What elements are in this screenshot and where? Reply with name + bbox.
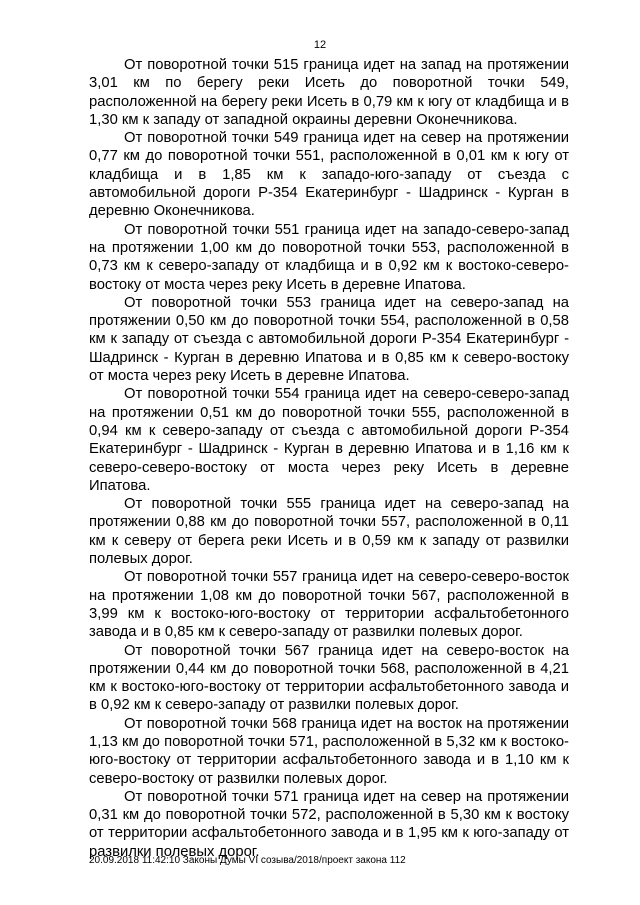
page-number: 12 (313, 39, 327, 51)
paragraph: От поворотной точки 571 граница идет на север на протяжении 0,31 км до поворотной точки 572, расположенной в 5,30 км к востоку от территории асфальтобетонного завода и в 1,95 км к юго-западу от развилки полевых дорог. (89, 788, 569, 860)
paragraph: От поворотной точки 568 граница идет на восток на протяжении 1,13 км до поворотной точки 571, расположенной в 5,32 км к востоко-юго-востоку от территории асфальтобетонного завода и в 1,10 км к северо-востоку от развилки полевых дорог. (89, 715, 569, 787)
paragraph: От поворотной точки 557 граница идет на северо-северо-восток на протяжении 1,08 км до поворотной точки 567, расположенной в 3,99 км к востоко-юго-востоку от территории асфальтобетонного завода и в 0,85 км к северо-западу от развилки полевых дорог. (89, 569, 569, 641)
paragraph: От поворотной точки 551 граница идет на западо-северо-запад на протяжении 1,00 км до поворотной точки 553, расположенной в 0,73 км к северо-западу от кладбища и в 0,92 км к востоко-северо-востоку от моста через реку Исеть в деревне Ипатова. (89, 221, 569, 293)
paragraph: От поворотной точки 549 граница идет на север на протяжении 0,77 км до поворотной точки 551, расположенной в 0,01 км к югу от кладбища и в 1,85 км к западо-юго-западу от съезда с автомобильной дороги Р-354 Екатеринбург - Шадринск - Курган в деревню Оконечникова. (89, 130, 569, 220)
page-footer: 20.09.2018 11:42:10 Законы Думы VI созыва/2018/проект закона 112 (89, 855, 406, 866)
paragraph: От поворотной точки 554 граница идет на северо-северо-запад на протяжении 0,51 км до поворотной точки 555, расположенной в 0,94 км к северо-западу от съезда с автомобильной дороги Р-354 Екатеринбург - Шадринск - Курган в деревню Ипатова и в 1,16 км к северо-северо-востоку от моста через реку Исеть в деревне Ипатова. (89, 386, 569, 494)
paragraph: От поворотной точки 515 граница идет на запад на протяжении 3,01 км по берегу реки Исеть до поворотной точки 549, расположенной на берегу реки Исеть в 0,79 км к югу от кладбища и в 1,30 км к западу от западной окраины деревни Оконечникова. (89, 57, 569, 128)
paragraph: От поворотной точки 555 граница идет на северо-запад на протяжении 0,88 км до поворотной точки 557, расположенной в 0,11 км к северу от берега реки Исеть и в 0,59 км к западу от развилки полевых дорог. (89, 496, 569, 568)
paragraph: От поворотной точки 553 граница идет на северо-запад на протяжении 0,50 км до поворотной точки 554, расположенной в 0,58 км к западу от съезда с автомобильной дороги Р-354 Екатеринбург - Шадринск - Курган в деревню Ипатова и в 0,85 км к северо-востоку от моста через реку Исеть в деревне Ипатова. (89, 294, 569, 385)
document-body (89, 56, 569, 861)
paragraph: От поворотной точки 567 граница идет на северо-восток на протяжении 0,44 км до поворотной точки 568, расположенной в 4,21 км к востоко-юго-востоку от территории асфальтобетонного завода и в 0,92 км к северо-западу от развилки полевых дорог. (89, 642, 569, 714)
